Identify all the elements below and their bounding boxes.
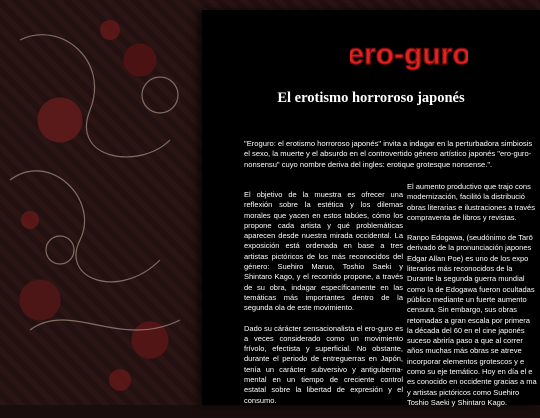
logo-text: ero-guro (350, 38, 468, 71)
col2-line: Durante la segunda guerra mundial (407, 274, 525, 284)
col2-line: derivado de la pronunciación japones (407, 243, 532, 253)
col2-line: incorporar elementos grotescos y e (407, 356, 525, 366)
col1-paragraph-1: El objetivo de la muestra es ofrecer una reflexión sobre la estética y los dilemas morales que yacen en estos tabúes, cómo los propone cada artista y qué problemáticas aparecen desde nuestra mirada occidental. La exposición está ordenada en base a tres artistas pictóricos de los más reconocidos del género: Suehiro Maruo, Toshio Saeki y Shintaro Kago, y el recorrido propone, a través de su obra, indagar específicamente en las temáticas más importantes dentro de la segunda ola de este movimiento. (244, 190, 403, 313)
content-panel (202, 10, 540, 405)
ero-guro-logo[interactable] (350, 36, 468, 72)
col2-line: El aumento productivo que trajo cons (407, 182, 531, 191)
col2-line: Edgar Allan Poe) es uno de los expo (407, 253, 529, 263)
intro-paragraph (244, 139, 540, 170)
right-column (407, 182, 540, 418)
col2-line: obras literarias e ilustraciones a través (407, 202, 535, 212)
col2-line: como su eje temático. Hoy en día el e (407, 367, 533, 377)
col2-line: suceso abriría paso a que al correr (407, 336, 523, 346)
intro-line: nonsensu" cuyo nombre deriva del ingles: erotique grotesque nonsense.". (244, 159, 493, 169)
col2-paragraph-1 (407, 182, 540, 223)
col2-line: Ranpo Edogawa, (seudónimo de Tarō (407, 233, 533, 243)
intro-line: el sexo, la muerte y el absurdo en el controvertido género artístico japonés "ero-guro- (244, 149, 532, 159)
col2-line: censura. Sin embargo, sus obras (407, 305, 518, 315)
intro-line: "Eroguro: el erotismo horroroso japonés" invita a indagar en la perturbadora simbiosis (244, 139, 533, 148)
page-title: El erotismo horroroso japonés (277, 90, 465, 106)
col2-line: modernización, facilitó la distribució (407, 192, 525, 202)
col2-line: literarios más reconocidos de la (407, 264, 513, 274)
col2-paragraph-2 (407, 233, 540, 408)
col2-line: años muchas más obras se atreve (407, 346, 522, 356)
col2-line: es conocido en occidente gracias a ma (407, 377, 537, 387)
col2-line: público mediante un fuerte aumento (407, 294, 527, 304)
col1-paragraph-2: Dado su cárácter sensacionalista el ero-guro es a veces considerado como un movimiento frívolo, efectista y superficial. No obstante, durante el periodo de entreguerras en Japón, tenía un carácter subversivo y antigubernamental en un tiempo de creciente control estatal sobre la libertad de expresión y el consumo. (244, 323, 403, 405)
col2-line: como la de Edogawa fueron ocultadas (407, 284, 535, 294)
col2-line: y artistas pictóricos como Suehiro (407, 387, 520, 397)
col2-line: compraventa de libros y revistas. (407, 212, 517, 222)
decorative-illustration (0, 0, 210, 405)
col2-line: retomadas a gran escala por primera (407, 315, 530, 325)
col2-line: Toshio Saeki y Shintaro Kago. (407, 397, 508, 407)
left-column (244, 190, 403, 416)
col2-line: la década del 60 en el cine japonés (407, 325, 525, 335)
